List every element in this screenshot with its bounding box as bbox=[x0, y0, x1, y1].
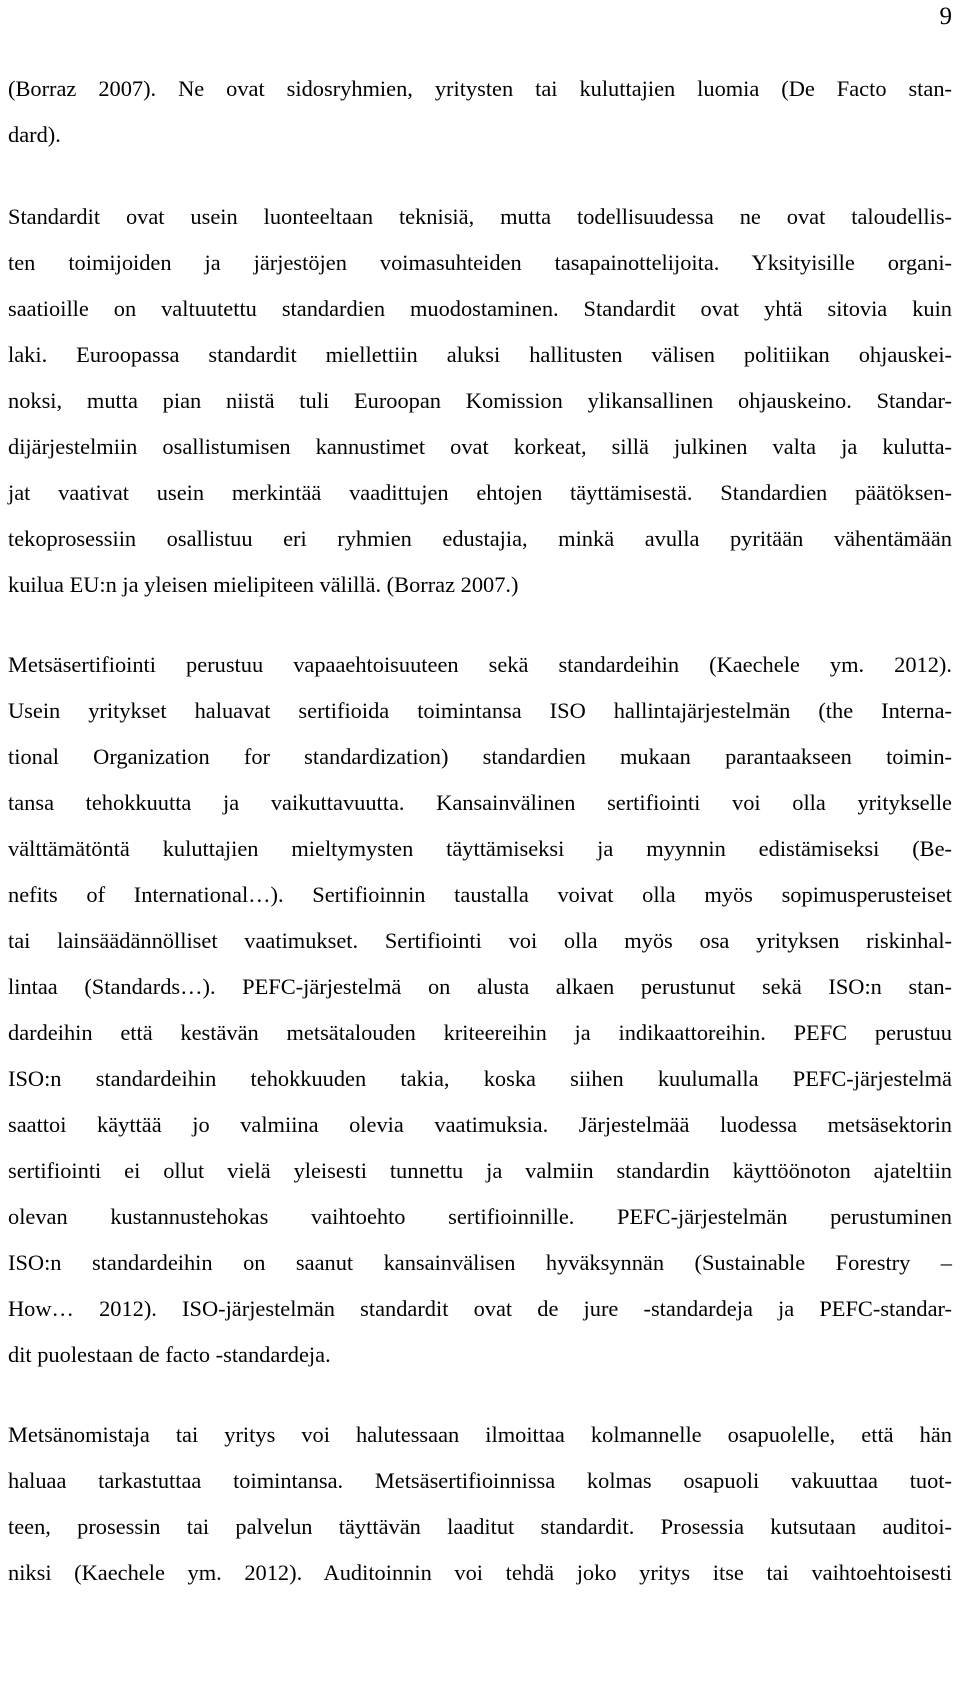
paragraph-3-line-9: dardeihin että kestävän metsätalouden kriteereihin ja indikaattoreihin. PEFC perustuu bbox=[8, 1020, 952, 1045]
paragraph-3-line-6: nefits of International…). Sertifioinnin taustalla voivat olla myös sopimusperusteiset bbox=[8, 882, 952, 907]
paragraph-3-line-3: tional Organization for standardization) standardien mukaan parantaakseen toimin- bbox=[8, 744, 952, 769]
paragraph-3-line-8: lintaa (Standards…). PEFC-järjestelmä on alusta alkaen perustunut sekä ISO:n stan- bbox=[8, 974, 952, 999]
paragraph-2-line-7: jat vaativat usein merkintää vaadittujen ehtojen täyttämisestä. Standardien päätöksen- bbox=[8, 480, 952, 505]
paragraph-3-line-1: Metsäsertifiointi perustuu vapaaehtoisuuteen sekä standardeihin (Kaechele ym. 2012). bbox=[8, 652, 952, 677]
page-number: 9 bbox=[939, 3, 952, 30]
paragraph-1-line-1: (Borraz 2007). Ne ovat sidosryhmien, yritysten tai kuluttajien luomia (De Facto stan- bbox=[8, 76, 952, 101]
paragraph-3-line-7: tai lainsäädännölliset vaatimukset. Sertifiointi voi olla myös osa yrityksen riskinhal- bbox=[8, 928, 952, 953]
paragraph-3-line-5: välttämätöntä kuluttajien mieltymysten täyttämiseksi ja myynnin edistämiseksi (Be- bbox=[8, 836, 952, 861]
paragraph-3-line-13: olevan kustannustehokas vaihtoehto sertifioinnille. PEFC-järjestelmän perustuminen bbox=[8, 1204, 952, 1229]
paragraph-4-line-4: niksi (Kaechele ym. 2012). Auditoinnin voi tehdä joko yritys itse tai vaihtoehtoisesti bbox=[8, 1560, 952, 1585]
paragraph-3-line-14: ISO:n standardeihin on saanut kansainvälisen hyväksynnän (Sustainable Forestry – bbox=[8, 1250, 952, 1275]
paragraph-2-line-8: tekoprosessiin osallistuu eri ryhmien edustajia, minkä avulla pyritään vähentämään bbox=[8, 526, 952, 551]
paragraph-3-line-2: Usein yritykset haluavat sertifioida toimintansa ISO hallintajärjestelmän (the Interna- bbox=[8, 698, 952, 723]
paragraph-3-line-4: tansa tehokkuutta ja vaikuttavuutta. Kansainvälinen sertifiointi voi olla yritykselle bbox=[8, 790, 952, 815]
paragraph-3-line-11: saattoi käyttää jo valmiina olevia vaatimuksia. Järjestelmää luodessa metsäsektorin bbox=[8, 1112, 952, 1137]
paragraph-4-line-1: Metsänomistaja tai yritys voi halutessaan ilmoittaa kolmannelle osapuolelle, että hän bbox=[8, 1422, 952, 1447]
paragraph-1-line-2: dard). bbox=[8, 122, 61, 147]
paragraph-3-line-10: ISO:n standardeihin tehokkuuden takia, koska siihen kuulumalla PEFC-järjestelmä bbox=[8, 1066, 952, 1091]
paragraph-3-line-15: How… 2012). ISO-järjestelmän standardit ovat de jure -standardeja ja PEFC-standar- bbox=[8, 1296, 952, 1321]
paragraph-2-line-5: noksi, mutta pian niistä tuli Euroopan Komission ylikansallinen ohjauskeino. Standar- bbox=[8, 388, 952, 413]
paragraph-2-line-4: laki. Euroopassa standardit miellettiin aluksi hallitusten välisen politiikan ohjauskei- bbox=[8, 342, 952, 367]
paragraph-2-line-2: ten toimijoiden ja järjestöjen voimasuhteiden tasapainottelijoita. Yksityisille organi- bbox=[8, 250, 952, 275]
paragraph-2-line-9: kuilua EU:n ja yleisen mielipiteen välillä. (Borraz 2007.) bbox=[8, 572, 519, 597]
paragraph-2-line-3: saatioille on valtuutettu standardien muodostaminen. Standardit ovat yhtä sitovia kuin bbox=[8, 296, 952, 321]
paragraph-3-line-12: sertifiointi ei ollut vielä yleisesti tunnettu ja valmiin standardin käyttöönoton ajateltiin bbox=[8, 1158, 952, 1183]
paragraph-3-line-16: dit puolestaan de facto -standardeja. bbox=[8, 1342, 331, 1367]
paragraph-4-line-3: teen, prosessin tai palvelun täyttävän laaditut standardit. Prosessia kutsutaan auditoi- bbox=[8, 1514, 952, 1539]
paragraph-2-line-1: Standardit ovat usein luonteeltaan teknisiä, mutta todellisuudessa ne ovat taloudellis- bbox=[8, 204, 952, 229]
paragraph-4-line-2: haluaa tarkastuttaa toimintansa. Metsäsertifioinnissa kolmas osapuoli vakuuttaa tuot- bbox=[8, 1468, 952, 1493]
paragraph-2-line-6: dijärjestelmiin osallistumisen kannustimet ovat korkeat, sillä julkinen valta ja kulutta- bbox=[8, 434, 952, 459]
